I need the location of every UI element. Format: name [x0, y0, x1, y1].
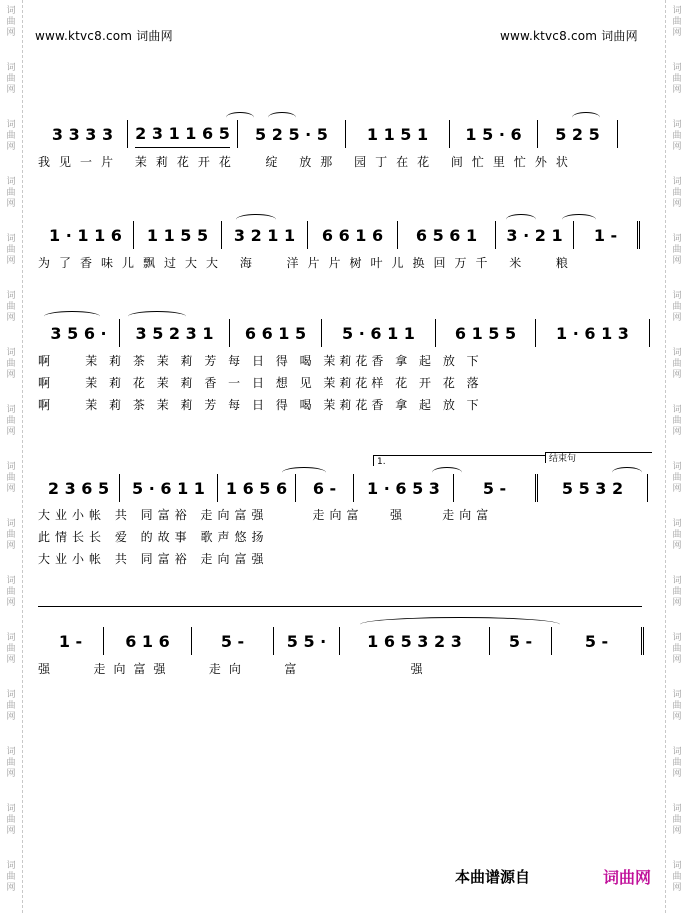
lyrics-verse-3: 啊 茉 莉 茶 茉 莉 芳 每 日 得 喝 茉莉花香 拿 起 放 下: [38, 398, 483, 412]
watermark-stamp: 词 曲 网: [6, 804, 16, 836]
measure: [120, 319, 230, 347]
slur: [506, 214, 536, 225]
watermark-stamp: 词 曲 网: [6, 861, 16, 893]
notes: 1 · 6 1 3: [556, 324, 629, 343]
measure: [296, 474, 354, 502]
volta-bracket-1: 1.: [373, 455, 545, 466]
slur: [44, 311, 100, 322]
watermark-stamp: 词 曲 网: [672, 234, 682, 266]
watermark-stamp: 词 曲 网: [672, 462, 682, 494]
slur: [432, 467, 462, 478]
notes: 1 -: [58, 632, 83, 651]
notes: 5 · 6 1 1: [342, 324, 415, 343]
measure: [230, 319, 322, 347]
watermark-stamp: 词 曲 网: [672, 291, 682, 323]
slur: [268, 112, 296, 123]
notes: 3 5 6 ·: [50, 324, 107, 343]
measure: [38, 120, 128, 148]
tie-line: [38, 606, 642, 607]
notes: 6 6 1 6: [321, 226, 384, 245]
notes: 6 -: [312, 479, 337, 498]
score-system-4: [38, 472, 650, 502]
score-system-2: [38, 219, 650, 249]
lyrics-verse-1: 啊 茉 莉 茶 茉 莉 芳 每 日 得 喝 茉莉花香 拿 起 放 下: [38, 354, 483, 368]
notes: 5 · 6 1 1: [132, 479, 205, 498]
watermark-stamp: 词 曲 网: [6, 690, 16, 722]
lyrics-line: 为了香味儿飘过大大 海 洋片片树叶儿换回万千 米 粮: [38, 256, 577, 270]
notes: 2 3 6 5: [47, 479, 110, 498]
slur: [226, 112, 254, 123]
watermark-stamp: 词 曲 网: [672, 690, 682, 722]
watermark-stamp: 词 曲 网: [672, 177, 682, 209]
ending-bracket: 结束句: [545, 452, 652, 463]
measure-final: [552, 627, 644, 655]
watermark-stamp: 词 曲 网: [6, 63, 16, 95]
notes: 5 -: [482, 479, 507, 498]
notes: 5 5 ·: [286, 632, 327, 651]
notes: 1 -: [593, 226, 618, 245]
measure: [104, 627, 192, 655]
slur: [282, 467, 326, 478]
watermark-stamp: 词 曲 网: [6, 120, 16, 152]
watermark-stamp: 词 曲 网: [672, 6, 682, 38]
notes: 5 -: [220, 632, 245, 651]
watermark-stamp: 词 曲 网: [672, 348, 682, 380]
watermark-stamp: 词 曲 网: [672, 804, 682, 836]
measure: [38, 627, 104, 655]
lyrics-verse-2: 此情长长 爱 的故事 歌声悠扬: [38, 530, 269, 544]
watermark-stamp: 词 曲 网: [672, 120, 682, 152]
watermark-stamp: 词 曲 网: [672, 519, 682, 551]
watermark-stamp: 词 曲 网: [672, 861, 682, 893]
watermark-stamp: 词 曲 网: [6, 234, 16, 266]
measure: [538, 474, 648, 502]
measure: [346, 120, 450, 148]
measure: [322, 319, 436, 347]
notes: 3 · 2 1: [506, 226, 563, 245]
watermark-stamp: 词 曲 网: [6, 462, 16, 494]
watermark-stamp: 词 曲 网: [672, 63, 682, 95]
measure: [128, 120, 238, 148]
slur: [360, 617, 560, 632]
measure: [38, 474, 120, 502]
watermark-stamp: 词 曲 网: [672, 405, 682, 437]
watermark-stamp: 词 曲 网: [6, 519, 16, 551]
notes: 3 2 1 1: [233, 226, 296, 245]
measure-repeat-end: [574, 221, 640, 249]
measure: [120, 474, 218, 502]
notes: 3 3 3 3: [51, 125, 114, 144]
slur: [128, 311, 186, 322]
measure: [192, 627, 274, 655]
score-system-1: [38, 118, 650, 148]
source-label: 本曲谱源自: [455, 868, 531, 886]
lyrics-line: 我见一片 茉莉花开花 绽 放那 园丁在花 间忙里忙外状: [38, 155, 577, 169]
measure: [222, 221, 308, 249]
watermark-stamp: 词 曲 网: [672, 633, 682, 665]
notes: 5 5 3 2: [561, 479, 624, 498]
measure: [450, 120, 538, 148]
notes: 1 5 · 6: [465, 125, 522, 144]
measure: [496, 221, 574, 249]
watermark-stamp: 词 曲 网: [6, 177, 16, 209]
measure: [538, 120, 618, 148]
watermark-stamp: 词 曲 网: [6, 405, 16, 437]
slur: [236, 214, 276, 225]
notes: 2 3 1 1 6 5: [135, 124, 230, 148]
measure: [398, 221, 496, 249]
header-right-site[interactable]: www.ktvc8.com 词曲网: [500, 29, 638, 43]
notes: 6 5 6 1: [415, 226, 478, 245]
notes: 1 1 5 5: [146, 226, 209, 245]
watermark-stamp: 词 曲 网: [6, 747, 16, 779]
measure: [354, 474, 454, 502]
measure: [274, 627, 340, 655]
measure: [38, 221, 134, 249]
notes: 1 1 5 1: [366, 125, 429, 144]
watermark-stamp: 词 曲 网: [672, 576, 682, 608]
notes: 3 5 2 3 1: [135, 324, 214, 343]
notes: 1 · 1 1 6: [49, 226, 122, 245]
notes: 6 1 5 5: [454, 324, 517, 343]
notes: 5 2 5 · 5: [255, 125, 328, 144]
measure: [134, 221, 222, 249]
notes: 1 6 5 6: [225, 479, 288, 498]
watermark-stamp: 词 曲 网: [6, 576, 16, 608]
watermark-stamp: 词 曲 网: [6, 291, 16, 323]
watermark-stamp: 词 曲 网: [6, 348, 16, 380]
measure: [308, 221, 398, 249]
lyrics-line: 强 走向富强 走向 富 强: [38, 662, 431, 676]
notes: 5 2 5: [555, 125, 600, 144]
measure: [436, 319, 536, 347]
watermark-stamp: 词 曲 网: [6, 633, 16, 665]
measure-repeat-end: [454, 474, 538, 502]
measure: [38, 319, 120, 347]
header-left-site[interactable]: www.ktvc8.com 词曲网: [35, 29, 173, 43]
measure: [238, 120, 346, 148]
measure: [536, 319, 650, 347]
notes: 6 6 1 5: [244, 324, 307, 343]
notes: 1 6 5 3 2 3: [367, 632, 462, 651]
notes: 5 -: [508, 632, 533, 651]
lyrics-verse-3: 大业小帐 共 同富裕 走向富强: [38, 552, 269, 566]
watermark-stamp: 词 曲 网: [672, 747, 682, 779]
lyrics-verse-1: 大业小帐 共 同富裕 走向富强 走向富 强 走向富: [38, 508, 494, 522]
measure: [218, 474, 296, 502]
slur: [612, 467, 642, 478]
notes: 5 -: [584, 632, 609, 651]
brand-link[interactable]: 词曲网: [603, 868, 652, 887]
watermark-stamp: 词 曲 网: [6, 6, 16, 38]
lyrics-verse-2: 啊 茉 莉 花 茉 莉 香 一 日 想 见 茉莉花样 花 开 花 落: [38, 376, 483, 390]
notes: 1 · 6 5 3: [367, 479, 440, 498]
slur: [572, 112, 600, 123]
slur: [562, 214, 596, 225]
notes: 6 1 6: [125, 632, 170, 651]
